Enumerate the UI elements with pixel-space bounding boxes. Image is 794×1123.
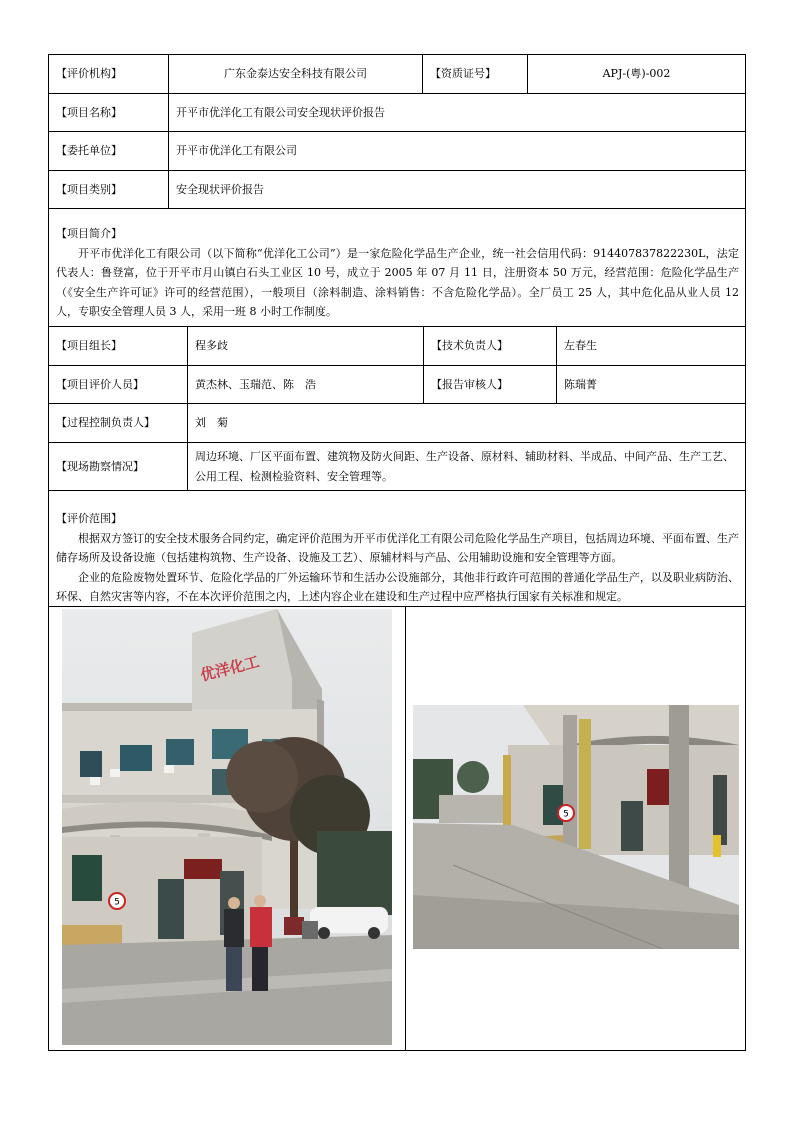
intro-section bbox=[49, 209, 745, 327]
evaluators-row bbox=[49, 366, 745, 404]
process-row bbox=[49, 404, 745, 443]
intro-text: 开平市优洋化工有限公司（以下简称“优洋化工公司”）是一家危险化学品生产企业，统一社会信用代码：914407837822230L，法定代表人：鲁登富，位于开平市月山镇白石头工业区 10 号，成立于 2005 年 07 月 11 日，注册资本 50 万元，经营范围：危险化学品生产（《安全生产许可证》许可的经营范围），一般项目（涂料制造、涂料销售：不含危险化学品）。全厂员工 25 人，其中危化品从业人员 12 人，专职安全管理人员 3 人，采用一班 8 小时工作制度。 bbox=[56, 246, 739, 318]
cert-label: 【资质证号】 bbox=[423, 55, 528, 93]
left-photo-cell bbox=[49, 607, 405, 1050]
survey-label: 【现场勘察情况】 bbox=[49, 443, 188, 490]
photo-row bbox=[49, 607, 745, 1050]
process-value: 刘 菊 bbox=[195, 416, 228, 429]
intro-label: 【项目简介】 bbox=[56, 227, 122, 240]
org-row bbox=[49, 55, 745, 94]
client-row bbox=[49, 132, 745, 171]
leader-row bbox=[49, 327, 745, 366]
factory-building-photo bbox=[62, 609, 392, 1045]
tech-value: 左春生 bbox=[564, 339, 597, 352]
scope-para-2: 企业的危险废物处置环节、危险化学品的厂外运输环节和生活办公设施部分，其他非行政许可范围的普通化学品生产，以及职业病防治、环保、自然灾害等内容，不在本次评价范围之内，上述内容企业在建设和生产过程中应严格执行国家有关标准和规定。 bbox=[56, 570, 739, 603]
project-name-label: 【项目名称】 bbox=[49, 94, 169, 131]
scope-para-1: 根据双方签订的安全技术服务合同约定，确定评价范围为开平市优洋化工有限公司危险化学品生产项目，包括周边环境、平面布置、生产储存场所及设备设施（包括建构筑物、生产设备、设施及工艺）、原辅材料与产品、公用辅助设施和安全管理等方面。 bbox=[56, 531, 739, 564]
speed-limit-sign-right: 5 bbox=[563, 809, 569, 820]
evaluators-label: 【项目评价人员】 bbox=[49, 366, 188, 403]
factory-entrance-photo bbox=[413, 705, 739, 949]
reviewer-value: 陈瑞菁 bbox=[564, 377, 597, 391]
reviewer-label: 【报告审核人】 bbox=[424, 366, 557, 403]
category-label: 【项目类别】 bbox=[49, 171, 169, 208]
process-label: 【过程控制负责人】 bbox=[49, 404, 188, 442]
scope-section bbox=[49, 491, 745, 607]
survey-value: 周边环境、厂区平面布置、建筑物及防火间距、生产设备、原材料、辅助材料、半成品、中间产品、生产工艺、公用工程、检测检验资料、安全管理等。 bbox=[195, 449, 734, 483]
cert-value: APJ-(粤)-002 bbox=[602, 67, 671, 80]
report-form bbox=[48, 54, 746, 1051]
leader-label: 【项目组长】 bbox=[49, 327, 188, 365]
org-value: 广东金泰达安全科技有限公司 bbox=[169, 55, 423, 93]
right-photo-cell bbox=[405, 607, 745, 1050]
category-value: 安全现状评价报告 bbox=[176, 182, 264, 196]
leader-value: 程多歧 bbox=[188, 327, 424, 365]
client-value: 开平市优洋化工有限公司 bbox=[176, 144, 297, 157]
client-label: 【委托单位】 bbox=[49, 132, 169, 170]
building-sign: 优洋化工 bbox=[198, 652, 262, 685]
category-row bbox=[49, 171, 745, 209]
survey-row bbox=[49, 443, 745, 491]
project-name-row bbox=[49, 94, 745, 132]
project-name-value: 开平市优洋化工有限公司安全现状评价报告 bbox=[176, 105, 385, 119]
speed-limit-sign-left: 5 bbox=[114, 897, 120, 908]
evaluators-value: 黄杰林、玉瑞范、陈 浩 bbox=[188, 366, 424, 403]
org-label: 【评价机构】 bbox=[49, 55, 169, 93]
scope-label: 【评价范围】 bbox=[56, 512, 122, 525]
tech-label: 【技术负责人】 bbox=[424, 327, 557, 365]
